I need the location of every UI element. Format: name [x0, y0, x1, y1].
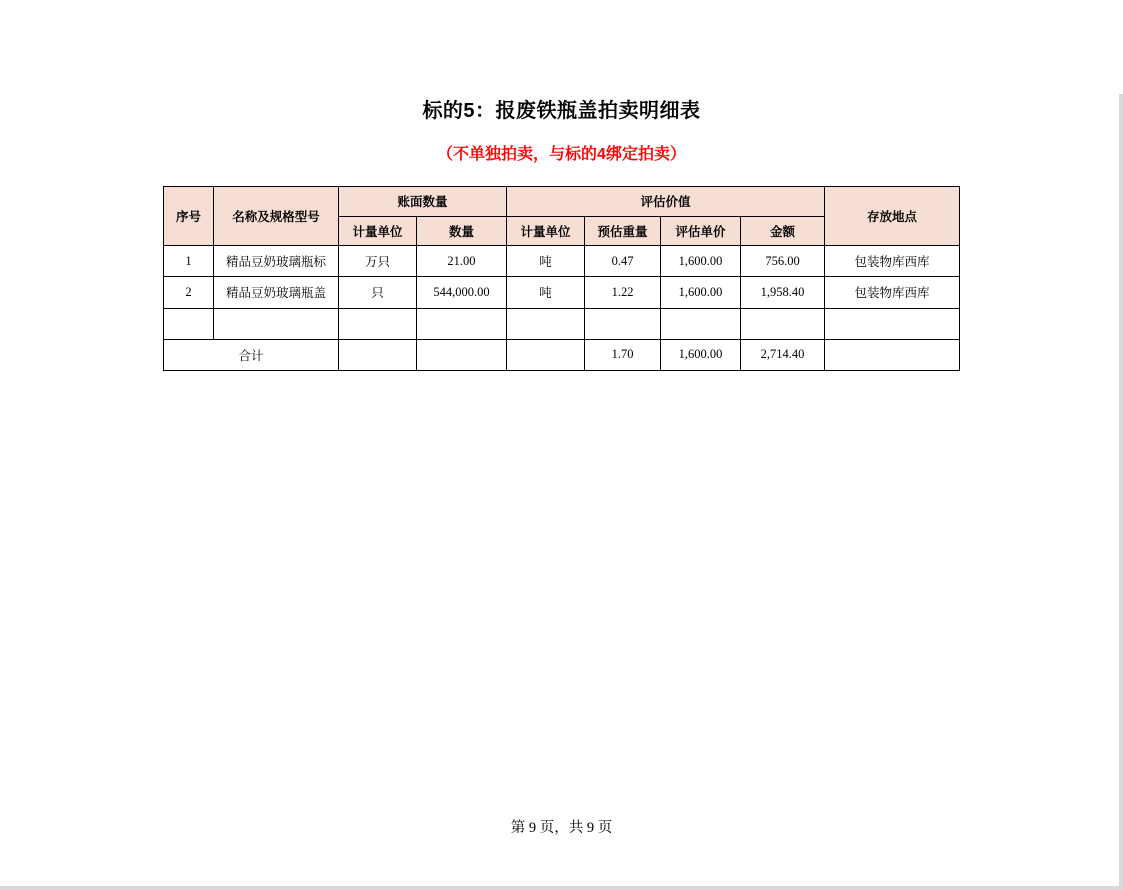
cell-index: [163, 308, 213, 339]
cell-unit-assess: 吨: [507, 246, 585, 277]
header-name: 名称及规格型号: [213, 187, 338, 246]
page-subtitle: （不单独拍卖，与标的4绑定拍卖）: [437, 146, 686, 163]
cell-total-amount: 2,714.40: [741, 339, 825, 370]
cell-unit-price: [661, 308, 741, 339]
cell-name: [213, 308, 338, 339]
cell-total-est-weight: 1.70: [585, 339, 661, 370]
cell-index: 1: [163, 246, 213, 277]
cell-total-quantity: [416, 339, 506, 370]
cell-est-weight: 0.47: [585, 246, 661, 277]
cell-quantity: [416, 308, 506, 339]
cell-quantity: 544,000.00: [416, 277, 506, 308]
cell-place: 包装物库西库: [825, 246, 960, 277]
table-total-row: [163, 339, 959, 370]
cell-index: 2: [163, 277, 213, 308]
header-book-quantity: 账面数量: [338, 187, 506, 217]
cell-unit-price: 1,600.00: [661, 246, 741, 277]
cell-place: 包装物库西库: [825, 277, 960, 308]
page-footer: 第 9 页，共 9 页: [510, 820, 613, 836]
cell-total-place: [825, 339, 960, 370]
cell-name: 精品豆奶玻璃瓶标: [213, 246, 338, 277]
cell-total-unit-price: 1,600.00: [661, 339, 741, 370]
table-header: [163, 187, 959, 246]
header-quantity: 数量: [416, 216, 506, 246]
cell-est-weight: [585, 308, 661, 339]
header-unit-assess: 计量单位: [507, 216, 585, 246]
page-edge-right: [1119, 94, 1123, 890]
cell-name: 精品豆奶玻璃瓶盖: [213, 277, 338, 308]
header-unit-price: 评估单价: [661, 216, 741, 246]
cell-total-label: 合计: [163, 339, 338, 370]
cell-place: [825, 308, 960, 339]
cell-total-unit-assess: [507, 339, 585, 370]
header-place: 存放地点: [825, 187, 960, 246]
table-row: [163, 277, 959, 308]
detail-table-container: [0, 186, 1123, 370]
table-row: [163, 308, 959, 339]
table-header-row-group: [163, 187, 959, 217]
cell-amount: [741, 308, 825, 339]
header-assessed-value: 评估价值: [507, 187, 825, 217]
page-title: 标的5：报废铁瓶盖拍卖明细表: [422, 100, 701, 122]
cell-amount: 1,958.40: [741, 277, 825, 308]
cell-est-weight: 1.22: [585, 277, 661, 308]
table-body: [163, 246, 959, 371]
header-est-weight: 预估重量: [585, 216, 661, 246]
cell-unit-book: [338, 308, 416, 339]
table-row: [163, 246, 959, 277]
header-index: 序号: [163, 187, 213, 246]
cell-unit-book: 只: [338, 277, 416, 308]
header-amount: 金额: [741, 216, 825, 246]
cell-unit-price: 1,600.00: [661, 277, 741, 308]
auction-detail-table: [163, 186, 960, 371]
cell-unit-assess: [507, 308, 585, 339]
cell-quantity: 21.00: [416, 246, 506, 277]
cell-amount: 756.00: [741, 246, 825, 277]
page-edge-bottom: [0, 886, 1123, 890]
cell-total-unit-book: [338, 339, 416, 370]
cell-unit-book: 万只: [338, 246, 416, 277]
header-unit-book: 计量单位: [338, 216, 416, 246]
cell-unit-assess: 吨: [507, 277, 585, 308]
document-page: [0, 94, 1123, 890]
